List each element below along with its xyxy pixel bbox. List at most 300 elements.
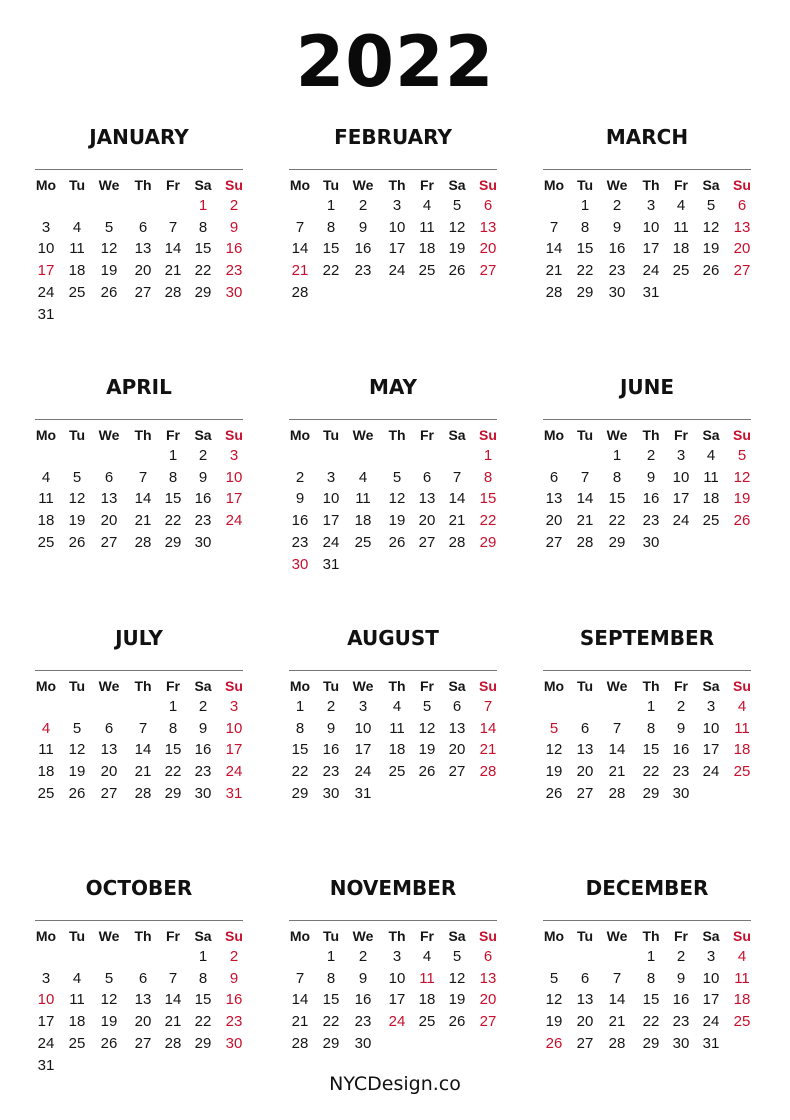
day-cell: 8 xyxy=(168,468,178,486)
day-cell: 8 xyxy=(612,468,622,486)
day-cell: 18 xyxy=(702,490,720,508)
day-cell: 10 xyxy=(672,468,690,486)
day-cell: 25 xyxy=(68,1034,86,1052)
day-cell: 16 xyxy=(354,240,372,258)
day-cell: 17 xyxy=(388,240,406,258)
weekday-label: Fr xyxy=(420,678,434,694)
weekday-label: Fr xyxy=(166,427,180,443)
month-name: OCTOBER xyxy=(85,876,193,900)
day-cell: 29 xyxy=(608,533,626,551)
weekday-label: Su xyxy=(733,177,751,193)
day-cell: 5 xyxy=(72,719,82,737)
day-cell: 3 xyxy=(41,969,51,987)
weekday-label: Sa xyxy=(448,928,466,944)
day-cell: 12 xyxy=(545,991,563,1009)
day-cell: 8 xyxy=(295,719,305,737)
day-cell: 5 xyxy=(104,969,114,987)
day-cell: 13 xyxy=(545,490,563,508)
weekday-label: Sa xyxy=(194,177,212,193)
day-cell: 21 xyxy=(576,512,594,530)
day-cell: 21 xyxy=(134,763,152,781)
day-cell: 26 xyxy=(68,784,86,802)
day-cell: 2 xyxy=(326,698,336,715)
day-cell: 15 xyxy=(608,490,626,508)
weekday-label: Th xyxy=(388,427,406,443)
weekday-label: Fr xyxy=(166,928,180,944)
weekday-label: We xyxy=(352,928,374,944)
day-cell: 6 xyxy=(483,197,493,214)
day-cell: 9 xyxy=(612,218,622,236)
weekday-label: Th xyxy=(134,928,152,944)
day-cell: 5 xyxy=(549,719,559,737)
day-cell: 23 xyxy=(672,763,690,781)
weekday-label: We xyxy=(98,177,120,193)
day-cell: 28 xyxy=(448,533,466,551)
day-cell: 25 xyxy=(388,763,406,781)
day-cell: 27 xyxy=(418,533,436,551)
day-cell: 25 xyxy=(37,784,55,802)
weekday-label: Tu xyxy=(68,678,86,694)
day-cell: 30 xyxy=(672,1034,690,1052)
day-cell: 16 xyxy=(354,991,372,1009)
day-cell: 10 xyxy=(37,240,55,258)
calendar-year-title: 2022 xyxy=(295,21,495,103)
day-cell: 3 xyxy=(326,468,336,486)
day-cell: 1 xyxy=(483,447,493,464)
weekday-label: Su xyxy=(225,427,243,443)
weekday-label: Sa xyxy=(702,928,720,944)
day-cell: 4 xyxy=(422,948,432,965)
month-divider xyxy=(35,169,243,170)
weekday-label: Th xyxy=(134,678,152,694)
weekday-label: Su xyxy=(479,427,497,443)
day-cell: 12 xyxy=(68,490,86,508)
day-cell: 8 xyxy=(326,969,336,987)
weekday-label: We xyxy=(98,427,120,443)
weekday-label: We xyxy=(352,427,374,443)
day-cell: 30 xyxy=(642,533,660,551)
weekday-label: Sa xyxy=(194,928,212,944)
day-cell: 15 xyxy=(164,741,182,759)
weekday-label: Mo xyxy=(35,427,57,443)
day-cell: 16 xyxy=(194,741,212,759)
day-cell: 3 xyxy=(229,698,239,715)
day-cell: 3 xyxy=(646,197,656,214)
day-cell: 19 xyxy=(68,763,86,781)
weekday-label: Su xyxy=(479,177,497,193)
day-cell: 18 xyxy=(672,240,690,258)
month-divider xyxy=(543,419,751,420)
day-cell: 30 xyxy=(194,784,212,802)
day-cell: 26 xyxy=(388,533,406,551)
day-cell: 7 xyxy=(168,969,178,987)
day-cell: 25 xyxy=(418,1013,436,1031)
day-cell: 19 xyxy=(100,262,118,280)
day-cell: 18 xyxy=(733,991,751,1009)
weekday-label: We xyxy=(98,928,120,944)
day-cell: 2 xyxy=(358,197,368,214)
day-cell: 2 xyxy=(676,698,686,715)
day-cell: 16 xyxy=(225,240,243,258)
day-cell: 14 xyxy=(134,490,152,508)
day-cell: 29 xyxy=(479,533,497,551)
day-cell: 28 xyxy=(291,1034,309,1052)
day-cell: 23 xyxy=(672,1013,690,1031)
day-cell: 26 xyxy=(100,1034,118,1052)
day-cell: 4 xyxy=(72,969,82,987)
day-cell: 5 xyxy=(452,948,462,965)
day-cell: 3 xyxy=(392,948,402,965)
day-cell: 18 xyxy=(37,763,55,781)
day-cell: 28 xyxy=(608,784,626,802)
day-cell: 12 xyxy=(448,218,466,236)
weekday-label: Su xyxy=(479,928,497,944)
day-cell: 10 xyxy=(225,468,243,486)
day-cell: 13 xyxy=(576,991,594,1009)
day-cell: 13 xyxy=(576,741,594,759)
month-divider xyxy=(289,419,497,420)
day-cell: 22 xyxy=(479,512,497,530)
day-cell: 26 xyxy=(448,1013,466,1031)
day-cell: 16 xyxy=(608,240,626,258)
weekday-label: Mo xyxy=(289,427,311,443)
day-cell: 20 xyxy=(100,512,118,530)
day-cell: 10 xyxy=(354,719,372,737)
weekday-label: Tu xyxy=(322,427,340,443)
weekday-label: Sa xyxy=(702,678,720,694)
day-cell: 22 xyxy=(576,262,594,280)
day-cell: 17 xyxy=(672,490,690,508)
day-cell: 6 xyxy=(138,218,148,236)
day-cell: 29 xyxy=(291,784,309,802)
day-cell: 29 xyxy=(642,784,660,802)
day-cell: 13 xyxy=(448,719,466,737)
day-cell: 21 xyxy=(291,1013,309,1031)
day-cell: 16 xyxy=(225,991,243,1009)
day-cell: 21 xyxy=(608,763,626,781)
day-cell: 29 xyxy=(164,533,182,551)
weekday-label: Su xyxy=(733,427,751,443)
day-cell: 11 xyxy=(389,719,405,737)
day-cell: 27 xyxy=(545,533,563,551)
day-cell: 29 xyxy=(322,1034,340,1052)
day-cell: 17 xyxy=(225,490,243,508)
day-cell: 1 xyxy=(295,698,305,715)
day-cell: 13 xyxy=(100,490,118,508)
day-cell: 18 xyxy=(37,512,55,530)
weekday-label: Tu xyxy=(576,678,594,694)
day-cell: 9 xyxy=(229,969,239,987)
day-cell: 31 xyxy=(642,283,660,301)
day-cell: 16 xyxy=(194,490,212,508)
weekday-label: Mo xyxy=(289,177,311,193)
day-cell: 9 xyxy=(198,719,208,737)
day-cell: 23 xyxy=(194,512,212,530)
day-cell: 30 xyxy=(225,283,243,301)
month-name: APRIL xyxy=(106,375,172,399)
day-cell: 13 xyxy=(134,240,152,258)
day-cell: 28 xyxy=(576,533,594,551)
day-cell: 24 xyxy=(388,1013,406,1031)
day-cell: 17 xyxy=(702,741,720,759)
month-name: AUGUST xyxy=(347,626,439,650)
day-cell: 28 xyxy=(608,1034,626,1052)
day-cell: 14 xyxy=(608,991,626,1009)
day-cell: 22 xyxy=(164,763,182,781)
day-cell: 8 xyxy=(580,218,590,236)
weekday-label: Fr xyxy=(420,427,434,443)
day-cell: 11 xyxy=(38,490,54,508)
day-cell: 28 xyxy=(291,283,309,301)
day-cell: 17 xyxy=(37,1013,55,1031)
day-cell: 30 xyxy=(225,1034,243,1052)
day-cell: 11 xyxy=(734,719,750,737)
weekday-label: We xyxy=(98,678,120,694)
day-cell: 18 xyxy=(388,741,406,759)
day-cell: 2 xyxy=(198,698,208,715)
day-cell: 5 xyxy=(392,468,402,486)
weekday-label: Mo xyxy=(35,678,57,694)
day-cell: 15 xyxy=(576,240,594,258)
day-cell: 23 xyxy=(354,1013,372,1031)
day-cell: 7 xyxy=(295,969,305,987)
weekday-label: We xyxy=(606,928,628,944)
weekday-label: Mo xyxy=(543,928,565,944)
weekday-label: Th xyxy=(388,177,406,193)
day-cell: 26 xyxy=(418,763,436,781)
month-divider xyxy=(35,419,243,420)
day-cell: 25 xyxy=(37,533,55,551)
day-cell: 4 xyxy=(41,719,51,737)
day-cell: 23 xyxy=(642,512,660,530)
day-cell: 16 xyxy=(672,991,690,1009)
day-cell: 12 xyxy=(418,719,436,737)
day-cell: 12 xyxy=(100,240,118,258)
day-cell: 11 xyxy=(69,240,85,258)
day-cell: 2 xyxy=(646,447,656,464)
day-cell: 19 xyxy=(448,240,466,258)
day-cell: 6 xyxy=(549,468,559,486)
day-cell: 26 xyxy=(68,533,86,551)
day-cell: 14 xyxy=(608,741,626,759)
day-cell: 25 xyxy=(68,283,86,301)
day-cell: 16 xyxy=(291,512,309,530)
day-cell: 24 xyxy=(642,262,660,280)
day-cell: 31 xyxy=(225,784,243,802)
day-cell: 20 xyxy=(733,240,751,258)
day-cell: 23 xyxy=(225,262,243,280)
day-cell: 27 xyxy=(134,1034,152,1052)
day-cell: 24 xyxy=(37,1034,55,1052)
day-cell: 28 xyxy=(479,763,497,781)
day-cell: 17 xyxy=(702,991,720,1009)
day-cell: 25 xyxy=(354,533,372,551)
month-divider xyxy=(543,670,751,671)
day-cell: 9 xyxy=(358,218,368,236)
day-cell: 14 xyxy=(291,991,309,1009)
month-divider xyxy=(35,670,243,671)
day-cell: 22 xyxy=(164,512,182,530)
day-cell: 22 xyxy=(194,262,212,280)
weekday-label: Su xyxy=(733,928,751,944)
day-cell: 8 xyxy=(483,468,493,486)
day-cell: 1 xyxy=(580,197,590,214)
day-cell: 12 xyxy=(100,991,118,1009)
day-cell: 6 xyxy=(580,969,590,987)
day-cell: 5 xyxy=(72,468,82,486)
day-cell: 4 xyxy=(358,468,368,486)
day-cell: 14 xyxy=(164,240,182,258)
day-cell: 6 xyxy=(104,468,114,486)
day-cell: 31 xyxy=(702,1034,720,1052)
day-cell: 26 xyxy=(545,784,563,802)
weekday-label: Su xyxy=(225,678,243,694)
day-cell: 18 xyxy=(418,991,436,1009)
day-cell: 3 xyxy=(392,197,402,214)
day-cell: 4 xyxy=(676,197,686,214)
day-cell: 11 xyxy=(355,490,371,508)
day-cell: 11 xyxy=(38,741,54,759)
day-cell: 27 xyxy=(479,262,497,280)
day-cell: 9 xyxy=(646,468,656,486)
day-cell: 14 xyxy=(576,490,594,508)
day-cell: 25 xyxy=(672,262,690,280)
day-cell: 19 xyxy=(545,1013,563,1031)
day-cell: 8 xyxy=(646,969,656,987)
day-cell: 8 xyxy=(646,719,656,737)
day-cell: 23 xyxy=(291,533,309,551)
day-cell: 9 xyxy=(676,719,686,737)
weekday-label: Fr xyxy=(166,678,180,694)
day-cell: 1 xyxy=(326,948,336,965)
weekday-label: Mo xyxy=(35,177,57,193)
day-cell: 28 xyxy=(134,784,152,802)
weekday-label: Th xyxy=(642,678,660,694)
day-cell: 23 xyxy=(194,763,212,781)
day-cell: 29 xyxy=(194,283,212,301)
weekday-label: Sa xyxy=(448,678,466,694)
day-cell: 27 xyxy=(100,533,118,551)
month-divider xyxy=(35,920,243,921)
weekday-label: Sa xyxy=(194,678,212,694)
day-cell: 24 xyxy=(322,533,340,551)
day-cell: 25 xyxy=(733,763,751,781)
day-cell: 12 xyxy=(388,490,406,508)
day-cell: 14 xyxy=(545,240,563,258)
day-cell: 27 xyxy=(576,1034,594,1052)
day-cell: 1 xyxy=(198,197,208,214)
day-cell: 2 xyxy=(229,197,239,214)
day-cell: 3 xyxy=(706,948,716,965)
day-cell: 8 xyxy=(198,218,208,236)
day-cell: 2 xyxy=(198,447,208,464)
day-cell: 4 xyxy=(422,197,432,214)
day-cell: 7 xyxy=(483,698,493,715)
day-cell: 20 xyxy=(576,763,594,781)
weekday-label: We xyxy=(352,177,374,193)
weekday-label: Tu xyxy=(68,427,86,443)
day-cell: 29 xyxy=(642,1034,660,1052)
day-cell: 5 xyxy=(737,447,747,464)
day-cell: 12 xyxy=(448,969,466,987)
day-cell: 2 xyxy=(295,468,305,486)
weekday-label: Th xyxy=(134,427,152,443)
day-cell: 13 xyxy=(100,741,118,759)
day-cell: 25 xyxy=(733,1013,751,1031)
day-cell: 19 xyxy=(545,763,563,781)
day-cell: 21 xyxy=(291,262,309,280)
weekday-label: Tu xyxy=(576,928,594,944)
day-cell: 5 xyxy=(104,218,114,236)
month-divider xyxy=(543,920,751,921)
day-cell: 23 xyxy=(354,262,372,280)
day-cell: 18 xyxy=(354,512,372,530)
weekday-label: Sa xyxy=(702,427,720,443)
weekday-label: Sa xyxy=(702,177,720,193)
weekday-label: Mo xyxy=(289,928,311,944)
day-cell: 27 xyxy=(100,784,118,802)
day-cell: 24 xyxy=(354,763,372,781)
day-cell: 15 xyxy=(194,240,212,258)
day-cell: 3 xyxy=(358,698,368,715)
day-cell: 28 xyxy=(134,533,152,551)
day-cell: 6 xyxy=(138,969,148,987)
day-cell: 14 xyxy=(134,741,152,759)
day-cell: 24 xyxy=(702,763,720,781)
day-cell: 30 xyxy=(354,1034,372,1052)
day-cell: 27 xyxy=(479,1013,497,1031)
footer-credit: NYCDesign.co xyxy=(329,1073,461,1095)
day-cell: 8 xyxy=(326,218,336,236)
day-cell: 10 xyxy=(322,490,340,508)
day-cell: 21 xyxy=(164,1013,182,1031)
day-cell: 12 xyxy=(702,218,720,236)
day-cell: 9 xyxy=(198,468,208,486)
weekday-label: Tu xyxy=(322,928,340,944)
day-cell: 31 xyxy=(322,555,340,573)
weekday-label: Fr xyxy=(674,678,688,694)
weekday-label: Th xyxy=(388,928,406,944)
day-cell: 23 xyxy=(608,262,626,280)
weekday-label: Th xyxy=(642,177,660,193)
day-cell: 21 xyxy=(134,512,152,530)
day-cell: 5 xyxy=(452,197,462,214)
day-cell: 7 xyxy=(168,218,178,236)
day-cell: 11 xyxy=(734,969,750,987)
day-cell: 12 xyxy=(68,741,86,759)
day-cell: 11 xyxy=(419,969,435,987)
day-cell: 3 xyxy=(676,447,686,464)
day-cell: 13 xyxy=(479,218,497,236)
day-cell: 1 xyxy=(168,447,178,464)
day-cell: 4 xyxy=(41,468,51,486)
day-cell: 29 xyxy=(194,1034,212,1052)
day-cell: 21 xyxy=(164,262,182,280)
weekday-label: Su xyxy=(225,177,243,193)
day-cell: 2 xyxy=(676,948,686,965)
day-cell: 7 xyxy=(612,969,622,987)
day-cell: 5 xyxy=(706,197,716,214)
month-name: FEBRUARY xyxy=(334,125,452,149)
weekday-label: Mo xyxy=(543,427,565,443)
day-cell: 7 xyxy=(452,468,462,486)
day-cell: 18 xyxy=(68,1013,86,1031)
day-cell: 10 xyxy=(37,991,55,1009)
day-cell: 25 xyxy=(702,512,720,530)
weekday-label: Tu xyxy=(322,177,340,193)
day-cell: 20 xyxy=(479,240,497,258)
day-cell: 7 xyxy=(580,468,590,486)
